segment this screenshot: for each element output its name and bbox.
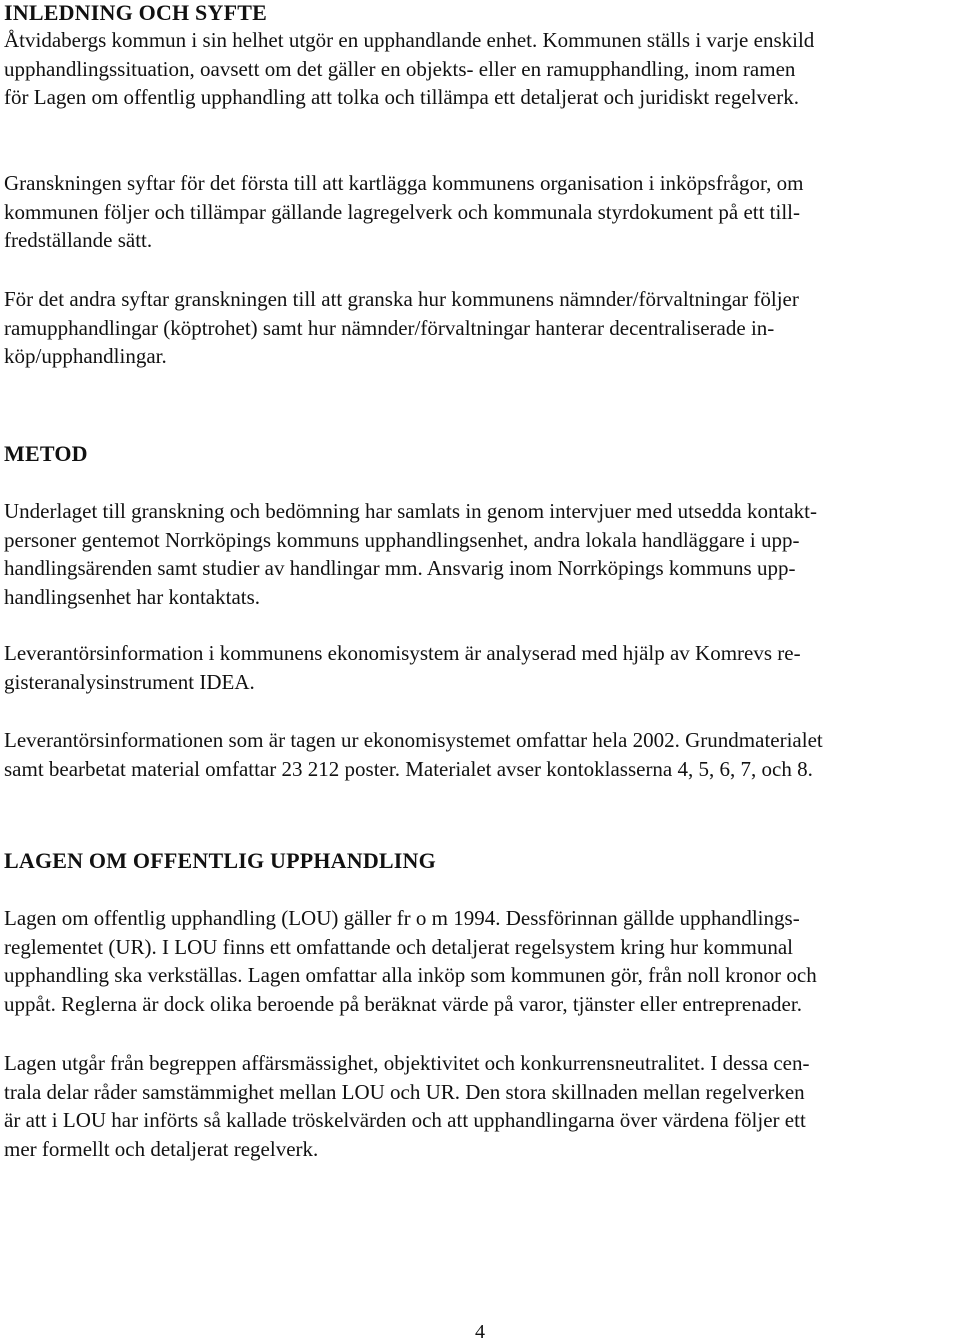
text-line: reglementet (UR). I LOU finns ett omfattande och detaljerat regelsystem kring hur kommunal <box>4 934 794 959</box>
section-heading-lagen: LAGEN OM OFFENTLIG UPPHANDLING <box>4 848 436 873</box>
section-heading-metod: METOD <box>4 441 88 466</box>
text-line: Leverantörsinformationen som är tagen ur ekonomisystemet omfattar hela 2002. Grundmaterialet <box>4 728 823 752</box>
text-line: köp/upphandlingar. <box>4 344 167 368</box>
paragraph-inledning-2 <box>4 169 804 255</box>
text-line: upphandling ska verkställas. Lagen omfattar alla inköp som kommunen gör, från noll kronor och <box>4 963 817 987</box>
text-line: Leverantörsinformation i kommunens ekonomisystem är analyserad med hjälp av Komrevs re- <box>4 641 801 665</box>
text-line: Lagen utgår från begreppen affärsmässighet, objektivitet och konkurrensneutralitet. I dessa cen- <box>4 1051 810 1075</box>
text-line: samt bearbetat material omfattar 23 212 poster. Materialet avser kontoklasserna 4, 5, 6, 7, och 8. <box>4 756 813 781</box>
text-line: är att i LOU har införts så kallade tröskelvärden och att upphandlingarna över värdena följer ett <box>4 1108 806 1132</box>
text-line: För det andra syftar granskningen till att granska hur kommunens nämnder/förvaltningar följer <box>4 287 799 311</box>
page-number: 4 <box>475 1321 485 1343</box>
paragraph-inledning-3 <box>4 285 799 371</box>
section-heading-inledning: INLEDNING OCH SYFTE <box>4 0 267 25</box>
text-line: handlingsärenden samt studier av handlingar mm. Ansvarig inom Norrköpings kommuns upp- <box>4 556 796 580</box>
text-line: trala delar råder samstämmighet mellan LOU och UR. Den stora skillnaden mellan regelverken <box>4 1079 805 1104</box>
paragraph-metod-3 <box>4 726 823 783</box>
text-line: gisteranalysinstrument IDEA. <box>4 669 255 694</box>
text-line: mer formellt och detaljerat regelverk. <box>4 1136 319 1161</box>
text-line: ramupphandlingar (köptrohet) samt hur nämnder/förvaltningar hanterar decentraliserade in- <box>4 315 775 340</box>
text-line: Granskningen syftar för det första till att kartlägga kommunens organisation i inköpsfrågor, om <box>4 171 804 195</box>
text-line: personer gentemot Norrköpings kommuns upphandlingsenhet, andra lokala handläggare i upp- <box>4 527 800 552</box>
text-line: handlingsenhet har kontaktats. <box>4 584 261 609</box>
paragraph-lagen-2 <box>4 1049 809 1163</box>
text-line: för Lagen om offentlig upphandling att tolka och tillämpa ett detaljerat och juridiskt regelverk. <box>4 85 800 109</box>
text-line: Åtvidabergs kommun i sin helhet utgör en upphandlande enhet. Kommunen ställs i varje enskild <box>4 28 815 52</box>
text-line: kommunen följer och tillämpar gällande lagregelverk och kommunala styrdokument på ett till- <box>4 199 801 224</box>
paragraph-inledning-1 <box>4 26 814 112</box>
paragraph-metod-1 <box>4 497 817 611</box>
paragraph-metod-2 <box>4 639 801 696</box>
text-line: fredställande sätt. <box>4 228 153 252</box>
text-line: upphandlingssituation, oavsett om det gäller en objekts- eller en ramupphandling, inom ramen <box>4 56 796 81</box>
text-line: uppåt. Reglerna är dock olika beroende på beräknat värde på varor, tjänster eller entreprenader. <box>4 991 802 1016</box>
paragraph-lagen-1 <box>4 904 817 1018</box>
text-line: Lagen om offentlig upphandling (LOU) gäller fr o m 1994. Dessförinnan gällde upphandlings- <box>4 906 800 930</box>
text-line: Underlaget till granskning och bedömning har samlats in genom intervjuer med utsedda kontakt- <box>4 499 817 523</box>
